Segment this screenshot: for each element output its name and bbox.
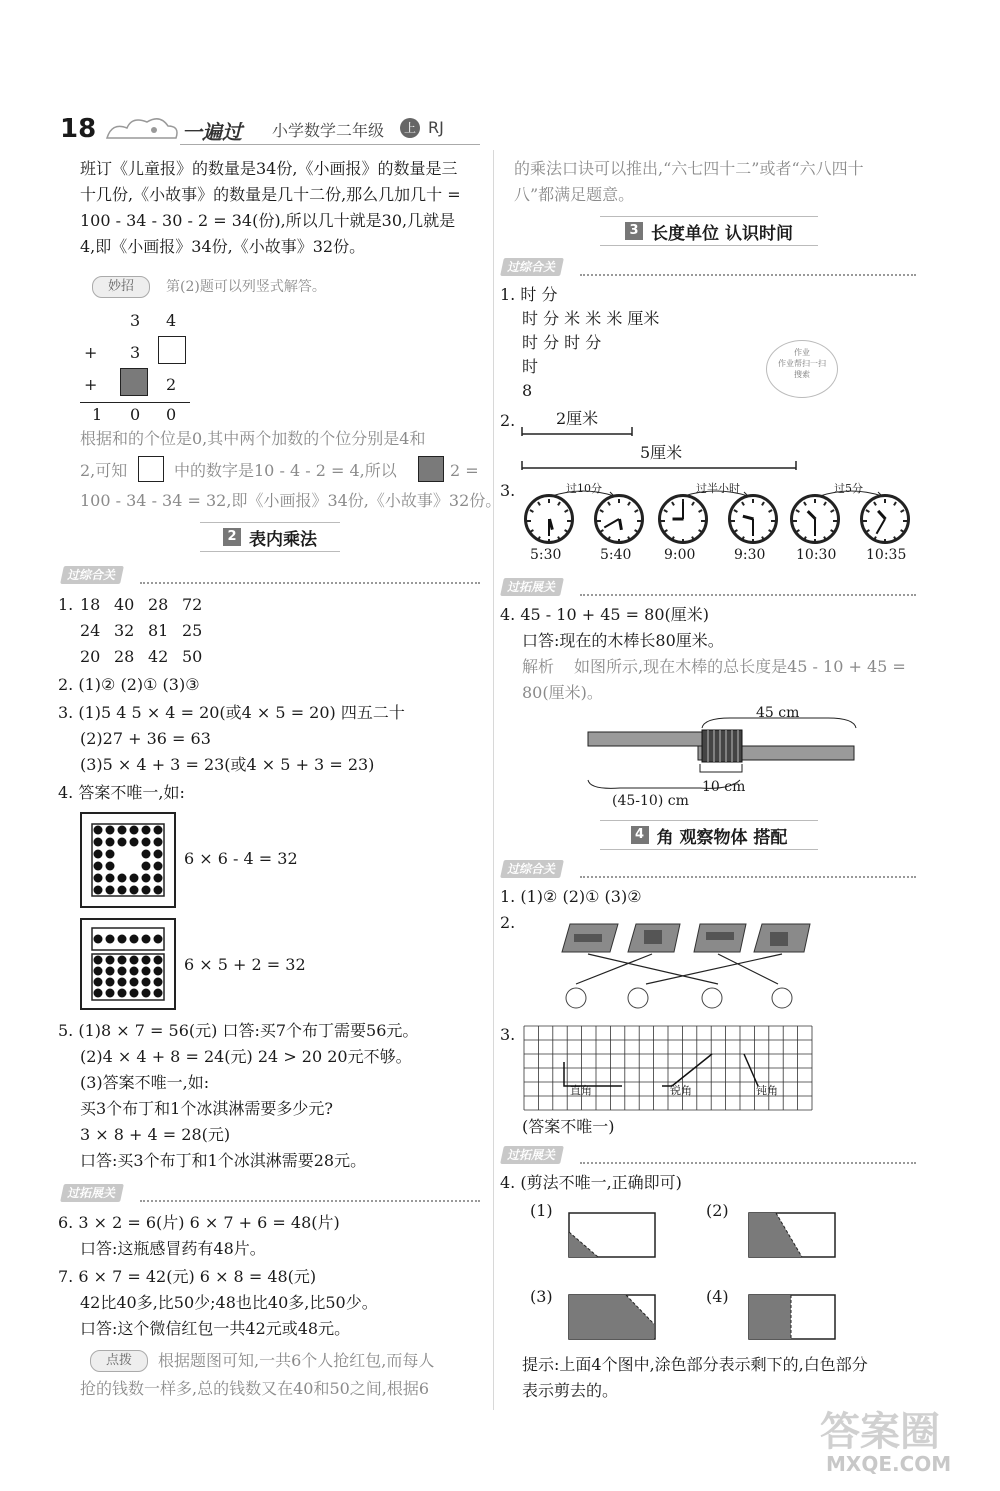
clock-tick xyxy=(698,529,702,533)
q-label: 2. xyxy=(500,411,516,430)
clock-tick xyxy=(564,509,568,513)
clock-tick xyxy=(768,529,772,533)
hint-line: 根据题图可知,一共6个人抢红包,而每人 xyxy=(158,1351,435,1370)
clock-tick xyxy=(863,520,867,522)
clock-tick xyxy=(803,501,807,505)
dot xyxy=(142,989,151,998)
grid-cell: 20 xyxy=(80,647,101,666)
page-number: 18 xyxy=(60,114,97,144)
dot xyxy=(94,978,103,987)
calc-digit: 4 xyxy=(166,311,177,330)
section-header-3 xyxy=(600,216,818,246)
clock-tick xyxy=(884,539,886,543)
explain-line: 2 = xyxy=(450,461,479,480)
clock-face-icon xyxy=(860,494,910,544)
clock-note: 过半小时 xyxy=(696,482,740,495)
angle-label: 直角 xyxy=(570,1084,592,1097)
clock-tick xyxy=(795,529,799,533)
dot xyxy=(106,838,115,847)
dot xyxy=(142,935,151,944)
clock-tick xyxy=(691,536,695,540)
dot xyxy=(94,956,103,965)
column-divider xyxy=(493,150,494,1410)
clock-tick xyxy=(900,509,904,513)
watermark-brand: 答案圈 xyxy=(820,1409,940,1455)
stick-label: 10 cm xyxy=(702,779,746,795)
clock-tick xyxy=(627,536,631,540)
clock-tick xyxy=(795,509,799,513)
clock-tick xyxy=(567,520,571,522)
dot xyxy=(118,978,127,987)
dot xyxy=(94,935,103,944)
q3-line: (3)5 × 4 + 3 = 23(或4 × 5 + 3 = 23) xyxy=(80,755,375,774)
dot xyxy=(94,874,103,883)
q5-line: 3 × 8 + 4 = 28(元) xyxy=(80,1125,231,1144)
clock-tick xyxy=(599,509,603,513)
level-tag: 过拓展关 xyxy=(60,1184,124,1202)
clock-tick xyxy=(752,539,754,543)
homework-stamp xyxy=(766,340,838,398)
grid-cell: 72 xyxy=(182,595,203,614)
grid-cell: 18 xyxy=(80,595,101,614)
level-tag: 过综合关 xyxy=(500,258,564,276)
dot xyxy=(142,956,151,965)
clock-face-icon xyxy=(790,494,840,544)
q-label: 2. xyxy=(500,913,516,932)
angle-label: 钝角 xyxy=(756,1084,778,1097)
dot xyxy=(106,850,115,859)
intro-line: 十几份,《小故事》的数量是几十二份,那么几加几十 = xyxy=(80,185,461,204)
q-label: 3. xyxy=(500,1025,516,1044)
minute-hand xyxy=(682,502,684,519)
dot xyxy=(154,862,163,871)
stamp-text: 作业 xyxy=(794,348,810,357)
grid-cell: 28 xyxy=(148,595,169,614)
tag-dotted-rule xyxy=(140,1200,480,1202)
clock-tick xyxy=(823,501,827,505)
tag-dotted-rule xyxy=(580,876,916,878)
section-header-2 xyxy=(200,522,340,552)
q4-equation: 6 × 5 + 2 = 32 xyxy=(184,955,306,974)
clock-time-label: 10:35 xyxy=(866,547,907,563)
stick-label: 45 cm xyxy=(756,705,800,721)
clock-tick xyxy=(865,529,869,533)
q3-line: 3. (1)5 4 5 × 4 = 20(或4 × 5 = 20) 四五二十 xyxy=(58,703,405,722)
dot xyxy=(118,989,127,998)
s4-q1: 1. (1)② (2)① (3)② xyxy=(500,887,642,906)
clock-tick xyxy=(557,501,561,505)
page-header xyxy=(60,112,480,148)
segment-2cm xyxy=(520,424,636,438)
stick-label: (45-10) cm xyxy=(612,793,689,809)
section-title: 表内乘法 xyxy=(249,529,317,550)
plus-sign: + xyxy=(84,343,98,362)
clock-tick xyxy=(671,536,675,540)
clock-tick xyxy=(733,509,737,513)
analysis-label: 解析 xyxy=(522,657,555,676)
dot xyxy=(94,886,103,895)
clock-tick xyxy=(527,520,531,522)
clock-tick xyxy=(761,536,765,540)
continued-line: 八”都满足题意。 xyxy=(514,185,635,204)
dot xyxy=(94,989,103,998)
clock-tick xyxy=(661,520,665,522)
hint-label: 点拨 xyxy=(105,1353,132,1368)
dot xyxy=(94,850,103,859)
q7-line: 7. 6 × 7 = 42(元) 6 × 8 = 48(元) xyxy=(58,1267,317,1286)
s3-q1-line: 1. 时 分 xyxy=(500,285,558,304)
dot xyxy=(106,978,115,987)
calc-digit: 0 xyxy=(130,405,141,424)
clock-tick xyxy=(873,536,877,540)
clock-tick xyxy=(671,501,675,505)
dot xyxy=(130,838,139,847)
section-title: 长度单位 认识时间 xyxy=(651,223,793,244)
q5-line: 5. (1)8 × 7 = 56(元) 口答:买7个布丁需要56元。 xyxy=(58,1021,419,1040)
dot xyxy=(154,850,163,859)
level-tag: 过拓展关 xyxy=(500,578,564,596)
cut-figure-4 xyxy=(748,1294,838,1342)
book-subtitle: 小学数学二年级 xyxy=(272,121,385,140)
dot xyxy=(106,935,115,944)
tag-dotted-rule xyxy=(580,594,916,596)
dot xyxy=(154,826,163,835)
clock-tick xyxy=(752,499,754,503)
clock-tick xyxy=(823,536,827,540)
dot xyxy=(154,978,163,987)
edition-label: RJ xyxy=(428,118,444,137)
grid-cell: 24 xyxy=(80,621,101,640)
clock-tick xyxy=(564,529,568,533)
dot-grid-6x5-plus-2 xyxy=(82,920,174,1008)
clock-time-label: 5:40 xyxy=(600,547,632,563)
dot xyxy=(142,978,151,987)
intro-line: 100 - 34 - 30 - 2 = 34(份),所以几十就是30,几就是 xyxy=(80,211,456,230)
dot xyxy=(154,956,163,965)
q6-line: 口答:这瓶感冒药有48片。 xyxy=(80,1239,266,1258)
clock-tick xyxy=(691,501,695,505)
clock-tick xyxy=(741,536,745,540)
clock-face-icon xyxy=(594,494,644,544)
clock-note: 过10分 xyxy=(566,482,602,495)
explain-line: 100 - 34 - 34 = 32,即《小画报》34份,《小故事》32份。 xyxy=(80,491,502,510)
clock-tick xyxy=(903,520,907,522)
cut-label: (3) xyxy=(530,1287,553,1306)
dot xyxy=(130,874,139,883)
grid-cell: 40 xyxy=(114,595,135,614)
clock-tick xyxy=(814,539,816,543)
clock-tick xyxy=(607,501,611,505)
stamp-text: 搜索 xyxy=(794,370,810,379)
dot xyxy=(106,989,115,998)
clock-tick xyxy=(814,499,816,503)
clock-time-label: 9:30 xyxy=(734,547,766,563)
calc-digit: 3 xyxy=(130,343,141,362)
dot xyxy=(118,874,127,883)
explain-line: 根据和的个位是0,其中两个加数的个位分别是4和 xyxy=(80,429,426,448)
dot xyxy=(154,989,163,998)
header-rule xyxy=(180,144,480,145)
q5-line: 口答:买3个布丁和1个冰淇淋需要28元。 xyxy=(80,1151,367,1170)
analysis-line: 80(厘米)。 xyxy=(522,683,603,702)
dot xyxy=(106,967,115,976)
dot xyxy=(130,826,139,835)
dot xyxy=(118,967,127,976)
clock-tick xyxy=(733,529,737,533)
calc-digit: 0 xyxy=(166,405,177,424)
blank-box-ref xyxy=(138,456,164,482)
dot xyxy=(106,862,115,871)
dot xyxy=(118,886,127,895)
analysis-line: 如图所示,现在木棒的总长度是45 - 10 + 45 = xyxy=(574,657,906,676)
dot xyxy=(94,967,103,976)
s3-q4-line: 4. 45 - 10 + 45 = 80(厘米) xyxy=(500,605,710,624)
dot xyxy=(106,874,115,883)
clock-tick xyxy=(634,509,638,513)
clock-tick xyxy=(557,536,561,540)
dot xyxy=(154,874,163,883)
dot xyxy=(142,838,151,847)
section-number: 4 xyxy=(631,826,649,844)
clock-time-label: 5:30 xyxy=(530,547,562,563)
section-number: 2 xyxy=(223,528,241,546)
clock-tick xyxy=(698,509,702,513)
clock-tick xyxy=(618,539,620,543)
dot xyxy=(154,838,163,847)
clock-tick xyxy=(803,536,807,540)
tip-label: 妙招 xyxy=(107,279,134,294)
dot xyxy=(106,826,115,835)
s4-q3-note: (答案不唯一) xyxy=(522,1117,615,1136)
clock-face-icon xyxy=(728,494,778,544)
clock-tick xyxy=(900,529,904,533)
clock-tick xyxy=(548,499,550,503)
section-title: 角 观察物体 搭配 xyxy=(656,827,788,848)
clock-tick xyxy=(830,509,834,513)
cut-figure-1 xyxy=(568,1212,658,1260)
q7-line: 口答:这个微信红包一共42元或48元。 xyxy=(80,1319,351,1338)
grade-mark: 上 xyxy=(400,118,420,138)
level-tag: 过拓展关 xyxy=(500,1146,564,1164)
minute-hand xyxy=(548,519,550,536)
clock-tick xyxy=(793,520,797,522)
clock-time-label: 10:30 xyxy=(796,547,837,563)
calc-digit: 2 xyxy=(166,375,177,394)
dot xyxy=(118,826,127,835)
grid-cell: 42 xyxy=(148,647,169,666)
level-tag: 过综合关 xyxy=(60,566,124,584)
clock-tick xyxy=(833,520,837,522)
cut-figure-3 xyxy=(568,1294,658,1342)
grid-cell: 32 xyxy=(114,621,135,640)
dot-grid-6x6-missing-center xyxy=(82,814,174,906)
segment-label: 5厘米 xyxy=(640,443,683,462)
minute-hand xyxy=(814,519,816,536)
grid-cell: 81 xyxy=(148,621,169,640)
continued-line: 的乘法口诀可以推出,“六七四十二”或者“六八四十 xyxy=(514,159,864,178)
dot xyxy=(130,989,139,998)
clock-tick xyxy=(637,520,641,522)
q5-line: (2)4 × 4 + 8 = 24(元) 24 > 20 20元不够。 xyxy=(80,1047,412,1066)
intro-line: 班订《儿童报》的数量是34份,《小画报》的数量是三 xyxy=(80,159,458,178)
blank-box xyxy=(158,336,186,364)
clock-tick xyxy=(537,501,541,505)
dot xyxy=(118,956,127,965)
minute-hand xyxy=(876,519,886,535)
level-tag: 过综合关 xyxy=(500,860,564,878)
calc-digit: 1 xyxy=(92,405,103,424)
clock-tick xyxy=(884,499,886,503)
q7-line: 42比40多,比50少;48也比40多,比50少。 xyxy=(80,1293,378,1312)
hint-badge xyxy=(90,1350,148,1372)
dot xyxy=(130,978,139,987)
minute-hand xyxy=(604,518,620,528)
clock-tick xyxy=(731,520,735,522)
clock-tick xyxy=(599,529,603,533)
hint-line: 抢的钱数一样多,总的钱数又在40和50之间,根据6 xyxy=(80,1379,430,1398)
dot xyxy=(130,886,139,895)
dot xyxy=(130,935,139,944)
stamp-text: 作业帮扫一扫 xyxy=(778,359,826,368)
q5-line: 买3个布丁和1个冰淇淋需要多少元? xyxy=(80,1099,333,1118)
s3-q1-line: 时 分 米 米 米 厘米 xyxy=(522,309,660,328)
clock-tick xyxy=(537,536,541,540)
clock-tick xyxy=(663,509,667,513)
clock-tick xyxy=(768,509,772,513)
dot-figure-1 xyxy=(80,812,176,908)
clock-tick xyxy=(634,529,638,533)
tag-dotted-rule xyxy=(580,274,916,276)
intro-line: 4,即《小画报》34份,《小故事》32份。 xyxy=(80,237,366,256)
calc-rule xyxy=(80,402,190,403)
cut-label: (4) xyxy=(706,1287,729,1306)
q4-intro: 4. 答案不唯一,如: xyxy=(58,783,185,802)
segment-5cm xyxy=(520,458,800,472)
section-number: 3 xyxy=(625,222,643,240)
dot xyxy=(154,935,163,944)
clock-tick xyxy=(682,539,684,543)
clock-tick xyxy=(597,520,601,522)
cut-label: (2) xyxy=(706,1201,729,1220)
s4-q4: 4. (剪法不唯一,正确即可) xyxy=(500,1173,682,1192)
dot xyxy=(142,886,151,895)
clock-tick xyxy=(529,529,533,533)
dot xyxy=(106,956,115,965)
s3-q4-line: 口答:现在的木棒长80厘米。 xyxy=(522,631,724,650)
explain-line: 2,可知 xyxy=(80,461,128,480)
q2-answer: 2. (1)② (2)① (3)③ xyxy=(58,675,200,694)
angle-label: 锐角 xyxy=(670,1084,692,1097)
clock-tick xyxy=(830,529,834,533)
dot xyxy=(118,935,127,944)
shaded-box-ref xyxy=(418,456,444,482)
tip-badge xyxy=(92,276,150,298)
dot xyxy=(118,838,127,847)
calc-digit: 3 xyxy=(130,311,141,330)
q6-line: 6. 3 × 2 = 6(片) 6 × 7 + 6 = 48(片) xyxy=(58,1213,340,1232)
clock-tick xyxy=(663,529,667,533)
dot xyxy=(94,862,103,871)
dot xyxy=(142,967,151,976)
q4-equation: 6 × 6 - 4 = 32 xyxy=(184,849,298,868)
s3-q1-line: 8 xyxy=(522,381,533,400)
clock-face-icon xyxy=(524,494,574,544)
dot xyxy=(142,862,151,871)
tip-line: 表示剪去的。 xyxy=(522,1381,619,1400)
section-header-4 xyxy=(600,820,818,850)
s3-q1-line: 时 xyxy=(522,357,539,376)
clock-tick xyxy=(893,501,897,505)
q5-line: (3)答案不唯一,如: xyxy=(80,1073,210,1092)
minute-hand xyxy=(752,519,754,536)
watermark-url: MXQE.COM xyxy=(826,1452,952,1476)
clock-tick xyxy=(761,501,765,505)
clock-tick xyxy=(627,501,631,505)
dot xyxy=(94,826,103,835)
q-label: 3. xyxy=(500,481,516,500)
dot xyxy=(94,838,103,847)
segment-label: 2厘米 xyxy=(556,409,599,428)
brand-logo: 一遍过 xyxy=(182,120,242,144)
cloud-decoration-icon xyxy=(102,112,182,146)
dot xyxy=(154,967,163,976)
clock-face-icon xyxy=(658,494,708,544)
dot-figure-2 xyxy=(80,918,176,1010)
dot xyxy=(130,956,139,965)
clock-tick xyxy=(865,509,869,513)
tag-dotted-rule xyxy=(140,582,480,584)
tip-line: 提示:上面4个图中,涂色部分表示剩下的,白色部分 xyxy=(522,1355,868,1374)
explain-line: 中的数字是10 - 4 - 2 = 4,所以 xyxy=(174,461,397,480)
clock-tick xyxy=(529,509,533,513)
observation-matching-figure xyxy=(548,918,828,1018)
clock-tick xyxy=(873,501,877,505)
grid-cell: 25 xyxy=(182,621,203,640)
tag-dotted-rule xyxy=(580,1162,916,1164)
clock-tick xyxy=(771,520,775,522)
dot xyxy=(142,874,151,883)
dot xyxy=(130,967,139,976)
grid-cell: 28 xyxy=(114,647,135,666)
s3-q1-line: 时 分 时 分 xyxy=(522,333,602,352)
clock-tick xyxy=(607,536,611,540)
dot xyxy=(154,886,163,895)
tip-text: 第(2)题可以列竖式解答。 xyxy=(166,279,326,295)
dot xyxy=(142,850,151,859)
clock-note: 过5分 xyxy=(834,482,863,495)
plus-sign: + xyxy=(84,375,98,394)
cut-figure-2 xyxy=(748,1212,838,1260)
clock-tick xyxy=(548,539,550,543)
dot xyxy=(106,886,115,895)
clock-tick xyxy=(893,536,897,540)
cut-label: (1) xyxy=(530,1201,553,1220)
shaded-box xyxy=(120,368,148,396)
grid-cell: 50 xyxy=(182,647,203,666)
clock-tick xyxy=(741,501,745,505)
q3-line: (2)27 + 36 = 63 xyxy=(80,729,211,748)
clock-tick xyxy=(618,499,620,503)
clock-tick xyxy=(701,520,705,522)
dot xyxy=(142,826,151,835)
q-label: 1. xyxy=(58,595,74,614)
clock-time-label: 9:00 xyxy=(664,547,696,563)
